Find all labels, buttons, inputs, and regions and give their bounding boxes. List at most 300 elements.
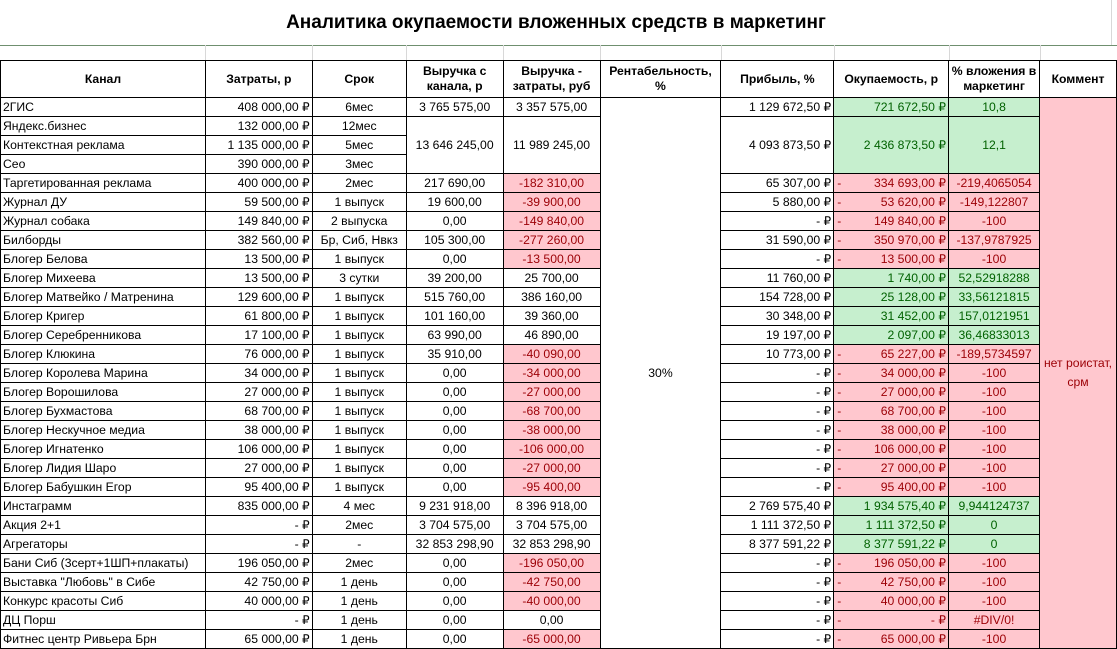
payback-value: 25 128,00 ₽ [880, 290, 947, 304]
cell-payback[interactable] [834, 478, 949, 497]
cell-cost[interactable]: 400 000,00 ₽ [205, 174, 312, 193]
cell-profit[interactable]: 30 348,00 ₽ [721, 307, 834, 326]
table-row [1, 231, 1117, 250]
cell-revenue[interactable]: 0,00 [406, 592, 503, 611]
cell-revenue[interactable]: 0,00 [406, 459, 503, 478]
cell-revenue[interactable]: 9 231 918,00 [406, 497, 503, 516]
cell-revenue-minus-cost[interactable]: 46 890,00 [503, 326, 600, 345]
cell-revenue[interactable]: 0,00 [406, 212, 503, 231]
cell-revenue-minus-cost[interactable]: -68 700,00 [503, 402, 600, 421]
cell-revenue-group[interactable]: 13 646 245,00 [406, 117, 503, 174]
table-row [1, 440, 1117, 459]
cell-marketing-share[interactable]: -100 [949, 573, 1040, 592]
cell-channel[interactable]: ДЦ Порш [1, 611, 206, 630]
cell-term[interactable]: 2мес [312, 554, 406, 573]
cell-cost[interactable]: 95 400,00 ₽ [205, 478, 312, 497]
cell-profit[interactable]: - ₽ [721, 212, 834, 231]
header-term[interactable]: Срок [312, 61, 406, 98]
cell-revenue[interactable]: 0,00 [406, 402, 503, 421]
cell-channel[interactable]: Блогер Матвейко / Матренина [1, 288, 206, 307]
cell-cost[interactable]: 13 500,00 ₽ [205, 250, 312, 269]
cell-payback[interactable] [834, 611, 949, 630]
payback-value: 13 500,00 ₽ [880, 252, 947, 266]
table-row [1, 630, 1117, 649]
cell-payback[interactable] [834, 231, 949, 250]
cell-marketing-share[interactable]: 33,56121815 [949, 288, 1040, 307]
negative-sign: - [837, 556, 842, 570]
table-row [1, 535, 1117, 554]
header-rentability[interactable]: Рентабельность, % [600, 61, 721, 98]
cell-revenue-minus-cost[interactable]: 3 704 575,00 [503, 516, 600, 535]
cell-term[interactable]: 1 выпуск [312, 193, 406, 212]
cell-comment[interactable]: нет роистат, срм [1040, 98, 1117, 649]
cell-payback[interactable] [834, 307, 949, 326]
cell-payback[interactable] [834, 535, 949, 554]
payback-value: 721 672,50 ₽ [873, 100, 947, 114]
payback-value: 1 934 575,40 ₽ [863, 499, 947, 513]
cell-revenue[interactable]: 35 910,00 [406, 345, 503, 364]
cell-term[interactable]: 1 выпуск [312, 440, 406, 459]
cell-revenue-minus-cost[interactable]: -65 000,00 [503, 630, 600, 649]
cell-profit[interactable]: 11 760,00 ₽ [721, 269, 834, 288]
payback-value: 38 000,00 ₽ [880, 423, 947, 437]
payback-value: 42 750,00 ₽ [880, 575, 947, 589]
cell-payback[interactable] [834, 174, 949, 193]
cell-marketing-share[interactable]: -100 [949, 478, 1040, 497]
cell-channel[interactable]: Блогер Игнатенко [1, 440, 206, 459]
cell-revenue[interactable]: 3 704 575,00 [406, 516, 503, 535]
table-row [1, 250, 1117, 269]
cell-payback[interactable] [834, 592, 949, 611]
cell-channel[interactable]: Блогер Королева Марина [1, 364, 206, 383]
cell-channel[interactable]: 2ГИС [1, 98, 206, 117]
cell-marketing-share[interactable]: 0 [949, 535, 1040, 554]
cell-channel[interactable]: Журнал ДУ [1, 193, 206, 212]
cell-revenue[interactable]: 0,00 [406, 573, 503, 592]
header-cost[interactable]: Затраты, р [205, 61, 312, 98]
cell-revenue-minus-cost[interactable]: -277 260,00 [503, 231, 600, 250]
cell-channel[interactable]: Блогер Михеева [1, 269, 206, 288]
negative-sign: - [837, 423, 842, 437]
cell-term[interactable]: 1 выпуск [312, 250, 406, 269]
cell-cost[interactable]: 27 000,00 ₽ [205, 459, 312, 478]
header-comment[interactable]: Коммент [1040, 61, 1117, 98]
cell-cost[interactable]: 382 560,00 ₽ [205, 231, 312, 250]
cell-revenue-minus-cost[interactable]: -27 000,00 [503, 383, 600, 402]
payback-value: - ₽ [930, 613, 947, 627]
table-row [1, 193, 1117, 212]
table-row [1, 383, 1117, 402]
cell-payback[interactable] [834, 516, 949, 535]
cell-profit[interactable]: 8 377 591,22 ₽ [721, 535, 834, 554]
cell-payback[interactable] [834, 326, 949, 345]
cell-revenue-minus-cost[interactable]: -27 000,00 [503, 459, 600, 478]
cell-profit[interactable]: - ₽ [721, 421, 834, 440]
table-row [1, 497, 1117, 516]
table-row [1, 554, 1117, 573]
cell-revenue[interactable]: 515 760,00 [406, 288, 503, 307]
cell-cost[interactable]: 61 800,00 ₽ [205, 307, 312, 326]
cell-channel[interactable]: Блогер Лидия Шаро [1, 459, 206, 478]
cell-channel[interactable]: Акция 2+1 [1, 516, 206, 535]
cell-cost[interactable]: 42 750,00 ₽ [205, 573, 312, 592]
cell-channel[interactable]: Выставка "Любовь" в Сибе [1, 573, 206, 592]
cell-revenue[interactable]: 0,00 [406, 383, 503, 402]
cell-revenue-minus-cost[interactable]: -39 900,00 [503, 193, 600, 212]
cell-cost[interactable]: 390 000,00 ₽ [205, 155, 312, 174]
cell-profit[interactable]: - ₽ [721, 611, 834, 630]
table-row [1, 212, 1117, 231]
cell-marketing-share[interactable]: 9,944124737 [949, 497, 1040, 516]
cell-channel[interactable]: Блогер Нескучное медиа [1, 421, 206, 440]
table-row [1, 174, 1117, 193]
cell-term[interactable]: 1 выпуск [312, 307, 406, 326]
cell-payback[interactable] [834, 459, 949, 478]
cell-cost[interactable]: 34 000,00 ₽ [205, 364, 312, 383]
header-row [1, 61, 1117, 98]
cell-marketing-share[interactable]: -100 [949, 364, 1040, 383]
cell-marketing-share[interactable]: -100 [949, 630, 1040, 649]
cell-revenue-minus-cost[interactable]: -182 310,00 [503, 174, 600, 193]
cell-cost[interactable]: 76 000,00 ₽ [205, 345, 312, 364]
cell-rentability[interactable]: 30% [600, 98, 721, 649]
cell-revenue-minus-cost[interactable]: -149 840,00 [503, 212, 600, 231]
cell-payback[interactable] [834, 193, 949, 212]
cell-channel[interactable]: Фитнес центр Ривьера Брн [1, 630, 206, 649]
cell-payback[interactable] [834, 269, 949, 288]
cell-payback-group[interactable]: 2 436 873,50 ₽ [834, 117, 949, 174]
table-row [1, 288, 1117, 307]
cell-profit[interactable]: - ₽ [721, 592, 834, 611]
payback-value: 27 000,00 ₽ [880, 385, 947, 399]
cell-cost[interactable]: 27 000,00 ₽ [205, 383, 312, 402]
cell-marketing-share[interactable]: 52,52918288 [949, 269, 1040, 288]
cell-cost[interactable]: 149 840,00 ₽ [205, 212, 312, 231]
cell-profit[interactable]: - ₽ [721, 440, 834, 459]
cell-marketing-share[interactable]: -100 [949, 592, 1040, 611]
cell-revenue-minus-cost[interactable]: -40 000,00 [503, 592, 600, 611]
cell-payback[interactable] [834, 402, 949, 421]
payback-value: 95 400,00 ₽ [880, 480, 947, 494]
cell-profit[interactable]: - ₽ [721, 364, 834, 383]
payback-value: 350 970,00 ₽ [873, 233, 947, 247]
title-row [0, 0, 1117, 46]
cell-revenue[interactable]: 0,00 [406, 440, 503, 459]
payback-value: 1 111 372,50 ₽ [865, 518, 947, 532]
cell-marketing-share[interactable]: 10,8 [949, 98, 1040, 117]
cell-cost[interactable]: 132 000,00 ₽ [205, 117, 312, 136]
cell-cost[interactable]: 1 135 000,00 ₽ [205, 136, 312, 155]
cell-cost[interactable]: - ₽ [205, 611, 312, 630]
negative-sign: - [837, 632, 842, 646]
cell-term[interactable]: 2мес [312, 516, 406, 535]
cell-term[interactable]: 1 выпуск [312, 421, 406, 440]
cell-marketing-share[interactable]: -219,4065054 [949, 174, 1040, 193]
table-row [1, 573, 1117, 592]
cell-term[interactable]: 3 сутки [312, 269, 406, 288]
cell-profit[interactable]: - ₽ [721, 554, 834, 573]
cell-revenue[interactable]: 32 853 298,90 [406, 535, 503, 554]
cell-marketing-share[interactable]: -100 [949, 421, 1040, 440]
cell-revenue-minus-cost-group[interactable]: 11 989 245,00 [503, 117, 600, 174]
cell-profit[interactable]: - ₽ [721, 573, 834, 592]
cell-cost[interactable]: - ₽ [205, 516, 312, 535]
cell-revenue[interactable]: 0,00 [406, 554, 503, 573]
cell-profit[interactable]: - ₽ [721, 478, 834, 497]
cell-term[interactable]: 1 день [312, 630, 406, 649]
cell-payback[interactable] [834, 250, 949, 269]
cell-cost[interactable]: 17 100,00 ₽ [205, 326, 312, 345]
cell-term[interactable]: 1 выпуск [312, 459, 406, 478]
cell-channel[interactable]: Билборды [1, 231, 206, 250]
cell-term[interactable]: 1 выпуск [312, 383, 406, 402]
cell-channel[interactable]: Журнал собака [1, 212, 206, 231]
cell-cost[interactable]: 65 000,00 ₽ [205, 630, 312, 649]
table-row [1, 459, 1117, 478]
cell-term[interactable]: 1 день [312, 611, 406, 630]
cell-channel[interactable]: Блогер Клюкина [1, 345, 206, 364]
cell-revenue-minus-cost[interactable]: 8 396 918,00 [503, 497, 600, 516]
cell-term[interactable]: 1 выпуск [312, 288, 406, 307]
cell-profit[interactable]: - ₽ [721, 630, 834, 649]
cell-revenue-minus-cost[interactable]: 25 700,00 [503, 269, 600, 288]
payback-value: 8 377 591,22 ₽ [863, 537, 947, 551]
cell-marketing-share[interactable]: -100 [949, 402, 1040, 421]
cell-channel[interactable]: Контекстная реклама [1, 136, 206, 155]
cell-revenue-minus-cost[interactable]: -42 750,00 [503, 573, 600, 592]
table-row [1, 611, 1117, 630]
cell-cost[interactable]: 38 000,00 ₽ [205, 421, 312, 440]
cell-channel[interactable]: Конкурс красоты Сиб [1, 592, 206, 611]
cell-profit[interactable]: 5 880,00 ₽ [721, 193, 834, 212]
cell-term[interactable]: 1 выпуск [312, 364, 406, 383]
payback-value: 334 693,00 ₽ [873, 176, 947, 190]
payback-value: 27 000,00 ₽ [880, 461, 947, 475]
cell-revenue-minus-cost[interactable]: -38 000,00 [503, 421, 600, 440]
cell-revenue-minus-cost[interactable]: 39 360,00 [503, 307, 600, 326]
cell-cost[interactable]: - ₽ [205, 535, 312, 554]
cell-revenue[interactable]: 0,00 [406, 421, 503, 440]
header-profit[interactable]: Прибыль, % [721, 61, 834, 98]
header-revenue[interactable]: Выручка с канала, р [406, 61, 503, 98]
cell-profit[interactable]: 65 307,00 ₽ [721, 174, 834, 193]
cell-profit[interactable]: 1 129 672,50 ₽ [721, 98, 834, 117]
cell-term[interactable]: 1 день [312, 592, 406, 611]
cell-revenue-minus-cost[interactable]: -106 000,00 [503, 440, 600, 459]
cell-revenue[interactable]: 39 200,00 [406, 269, 503, 288]
table-row [1, 307, 1117, 326]
cell-revenue[interactable]: 105 300,00 [406, 231, 503, 250]
cell-revenue[interactable]: 0,00 [406, 630, 503, 649]
cell-term[interactable]: 1 выпуск [312, 326, 406, 345]
table-row [1, 421, 1117, 440]
cell-profit[interactable]: 1 111 372,50 ₽ [721, 516, 834, 535]
cell-payback[interactable] [834, 497, 949, 516]
cell-term[interactable]: - [312, 535, 406, 554]
cell-channel[interactable]: Блогер Бухмастова [1, 402, 206, 421]
cell-marketing-share[interactable]: -189,5734597 [949, 345, 1040, 364]
cell-payback[interactable] [834, 440, 949, 459]
cell-profit[interactable]: - ₽ [721, 459, 834, 478]
payback-value: 40 000,00 ₽ [880, 594, 947, 608]
cell-revenue-minus-cost[interactable]: -34 000,00 [503, 364, 600, 383]
cell-payback[interactable] [834, 573, 949, 592]
cell-profit[interactable]: 154 728,00 ₽ [721, 288, 834, 307]
cell-channel[interactable]: Яндекс.бизнес [1, 117, 206, 136]
roi-table [0, 60, 1117, 649]
cell-profit[interactable]: 31 590,00 ₽ [721, 231, 834, 250]
cell-revenue-minus-cost[interactable]: -40 090,00 [503, 345, 600, 364]
payback-value: 68 700,00 ₽ [880, 404, 947, 418]
negative-sign: - [837, 404, 842, 418]
cell-payback[interactable] [834, 364, 949, 383]
cell-marketing-share[interactable]: -100 [949, 250, 1040, 269]
cell-channel[interactable]: Сео [1, 155, 206, 174]
cell-term[interactable]: 1 выпуск [312, 478, 406, 497]
cell-term[interactable]: 2 выпуска [312, 212, 406, 231]
negative-sign: - [837, 480, 842, 494]
table-row [1, 478, 1117, 497]
cell-marketing-share[interactable]: -100 [949, 440, 1040, 459]
cell-cost[interactable]: 40 000,00 ₽ [205, 592, 312, 611]
cell-marketing-share-group[interactable]: 12,1 [949, 117, 1040, 174]
header-payback[interactable]: Окупаемость, р [834, 61, 949, 98]
negative-sign: - [837, 366, 842, 380]
cell-channel[interactable]: Инстаграмм [1, 497, 206, 516]
cell-profit[interactable]: 2 769 575,40 ₽ [721, 497, 834, 516]
payback-value: 149 840,00 ₽ [873, 214, 947, 228]
cell-payback[interactable] [834, 345, 949, 364]
cell-revenue[interactable]: 63 990,00 [406, 326, 503, 345]
negative-sign: - [837, 195, 842, 209]
cell-channel[interactable]: Блогер Серебренникова [1, 326, 206, 345]
cell-revenue-minus-cost[interactable]: 3 357 575,00 [503, 98, 600, 117]
cell-marketing-share[interactable]: -100 [949, 212, 1040, 231]
cell-cost[interactable]: 59 500,00 ₽ [205, 193, 312, 212]
cell-marketing-share[interactable]: 0 [949, 516, 1040, 535]
table-row [1, 98, 1117, 117]
payback-value: 31 452,00 ₽ [880, 309, 947, 323]
cell-cost[interactable]: 13 500,00 ₽ [205, 269, 312, 288]
cell-marketing-share[interactable]: #DIV/0! [949, 611, 1040, 630]
cell-channel[interactable]: Блогер Бабушкин Егор [1, 478, 206, 497]
cell-channel[interactable]: Блогер Ворошилова [1, 383, 206, 402]
payback-value: 196 050,00 ₽ [873, 556, 947, 570]
cell-term[interactable]: 2мес [312, 174, 406, 193]
cell-revenue[interactable]: 3 765 575,00 [406, 98, 503, 117]
cell-payback[interactable] [834, 630, 949, 649]
cell-cost[interactable]: 68 700,00 ₽ [205, 402, 312, 421]
cell-marketing-share[interactable]: -149,122807 [949, 193, 1040, 212]
cell-payback[interactable] [834, 98, 949, 117]
payback-value: 1 740,00 ₽ [887, 271, 947, 285]
cell-revenue-minus-cost[interactable]: -13 500,00 [503, 250, 600, 269]
cell-payback[interactable] [834, 554, 949, 573]
payback-value: 65 227,00 ₽ [880, 347, 947, 361]
cell-revenue-minus-cost[interactable]: 386 160,00 [503, 288, 600, 307]
cell-term[interactable]: Бр, Сиб, Нвкз [312, 231, 406, 250]
cell-marketing-share[interactable]: -100 [949, 383, 1040, 402]
table-row [1, 326, 1117, 345]
cell-cost[interactable]: 835 000,00 ₽ [205, 497, 312, 516]
cell-channel[interactable]: Таргетированная реклама [1, 174, 206, 193]
negative-sign: - [837, 385, 842, 399]
table-row [1, 117, 1117, 136]
cell-term[interactable]: 6мес [312, 98, 406, 117]
cell-term[interactable]: 1 выпуск [312, 402, 406, 421]
cell-term[interactable]: 1 день [312, 573, 406, 592]
cell-revenue[interactable]: 19 600,00 [406, 193, 503, 212]
cell-marketing-share[interactable]: 36,46833013 [949, 326, 1040, 345]
cell-payback[interactable] [834, 421, 949, 440]
cell-payback[interactable] [834, 212, 949, 231]
cell-revenue-minus-cost[interactable]: 0,00 [503, 611, 600, 630]
cell-payback[interactable] [834, 383, 949, 402]
cell-term[interactable]: 1 выпуск [312, 345, 406, 364]
table-row [1, 592, 1117, 611]
spacer-row [0, 45, 1117, 60]
cell-term[interactable]: 3мес [312, 155, 406, 174]
payback-value: 34 000,00 ₽ [880, 366, 947, 380]
negative-sign: - [837, 575, 842, 589]
cell-payback[interactable] [834, 288, 949, 307]
cell-profit[interactable]: 10 773,00 ₽ [721, 345, 834, 364]
cell-revenue-minus-cost[interactable]: -95 400,00 [503, 478, 600, 497]
cell-profit-group[interactable]: 4 093 873,50 ₽ [721, 117, 834, 174]
cell-revenue[interactable]: 0,00 [406, 250, 503, 269]
cell-channel[interactable]: Блогер Кригер [1, 307, 206, 326]
cell-revenue-minus-cost[interactable]: -196 050,00 [503, 554, 600, 573]
cell-cost[interactable]: 196 050,00 ₽ [205, 554, 312, 573]
cell-profit[interactable]: - ₽ [721, 383, 834, 402]
cell-term[interactable]: 5мес [312, 136, 406, 155]
cell-revenue[interactable]: 217 690,00 [406, 174, 503, 193]
table-row [1, 364, 1117, 383]
cell-revenue[interactable]: 0,00 [406, 611, 503, 630]
cell-channel[interactable]: Бани Сиб (3серт+1ШП+плакаты) [1, 554, 206, 573]
negative-sign: - [837, 613, 842, 627]
negative-sign: - [837, 252, 842, 266]
cell-profit[interactable]: - ₽ [721, 250, 834, 269]
cell-marketing-share[interactable]: -100 [949, 459, 1040, 478]
cell-profit[interactable]: - ₽ [721, 402, 834, 421]
negative-sign: - [837, 176, 842, 190]
cell-channel[interactable]: Агрегаторы [1, 535, 206, 554]
cell-profit[interactable]: 19 197,00 ₽ [721, 326, 834, 345]
cell-revenue[interactable]: 0,00 [406, 364, 503, 383]
cell-marketing-share[interactable]: -137,9787925 [949, 231, 1040, 250]
cell-cost[interactable]: 408 000,00 ₽ [205, 98, 312, 117]
cell-revenue[interactable]: 0,00 [406, 478, 503, 497]
header-channel[interactable]: Канал [1, 61, 206, 98]
cell-marketing-share[interactable]: 157,0121951 [949, 307, 1040, 326]
header-revenue-minus-cost[interactable]: Выручка - затраты, руб [503, 61, 600, 98]
cell-cost[interactable]: 129 600,00 ₽ [205, 288, 312, 307]
payback-value: 2 097,00 ₽ [887, 328, 947, 342]
cell-revenue-minus-cost[interactable]: 32 853 298,90 [503, 535, 600, 554]
payback-value: 53 620,00 ₽ [880, 195, 947, 209]
cell-marketing-share[interactable]: -100 [949, 554, 1040, 573]
cell-channel[interactable]: Блогер Белова [1, 250, 206, 269]
cell-revenue[interactable]: 101 160,00 [406, 307, 503, 326]
negative-sign: - [837, 214, 842, 228]
cell-term[interactable]: 12мес [312, 117, 406, 136]
table-row [1, 516, 1117, 535]
cell-cost[interactable]: 106 000,00 ₽ [205, 440, 312, 459]
cell-term[interactable]: 4 мес [312, 497, 406, 516]
sheet-title: Аналитика окупаемости вложенных средств в маркетинг [286, 12, 826, 33]
header-marketing-share[interactable]: % вложения в маркетинг [949, 61, 1040, 98]
